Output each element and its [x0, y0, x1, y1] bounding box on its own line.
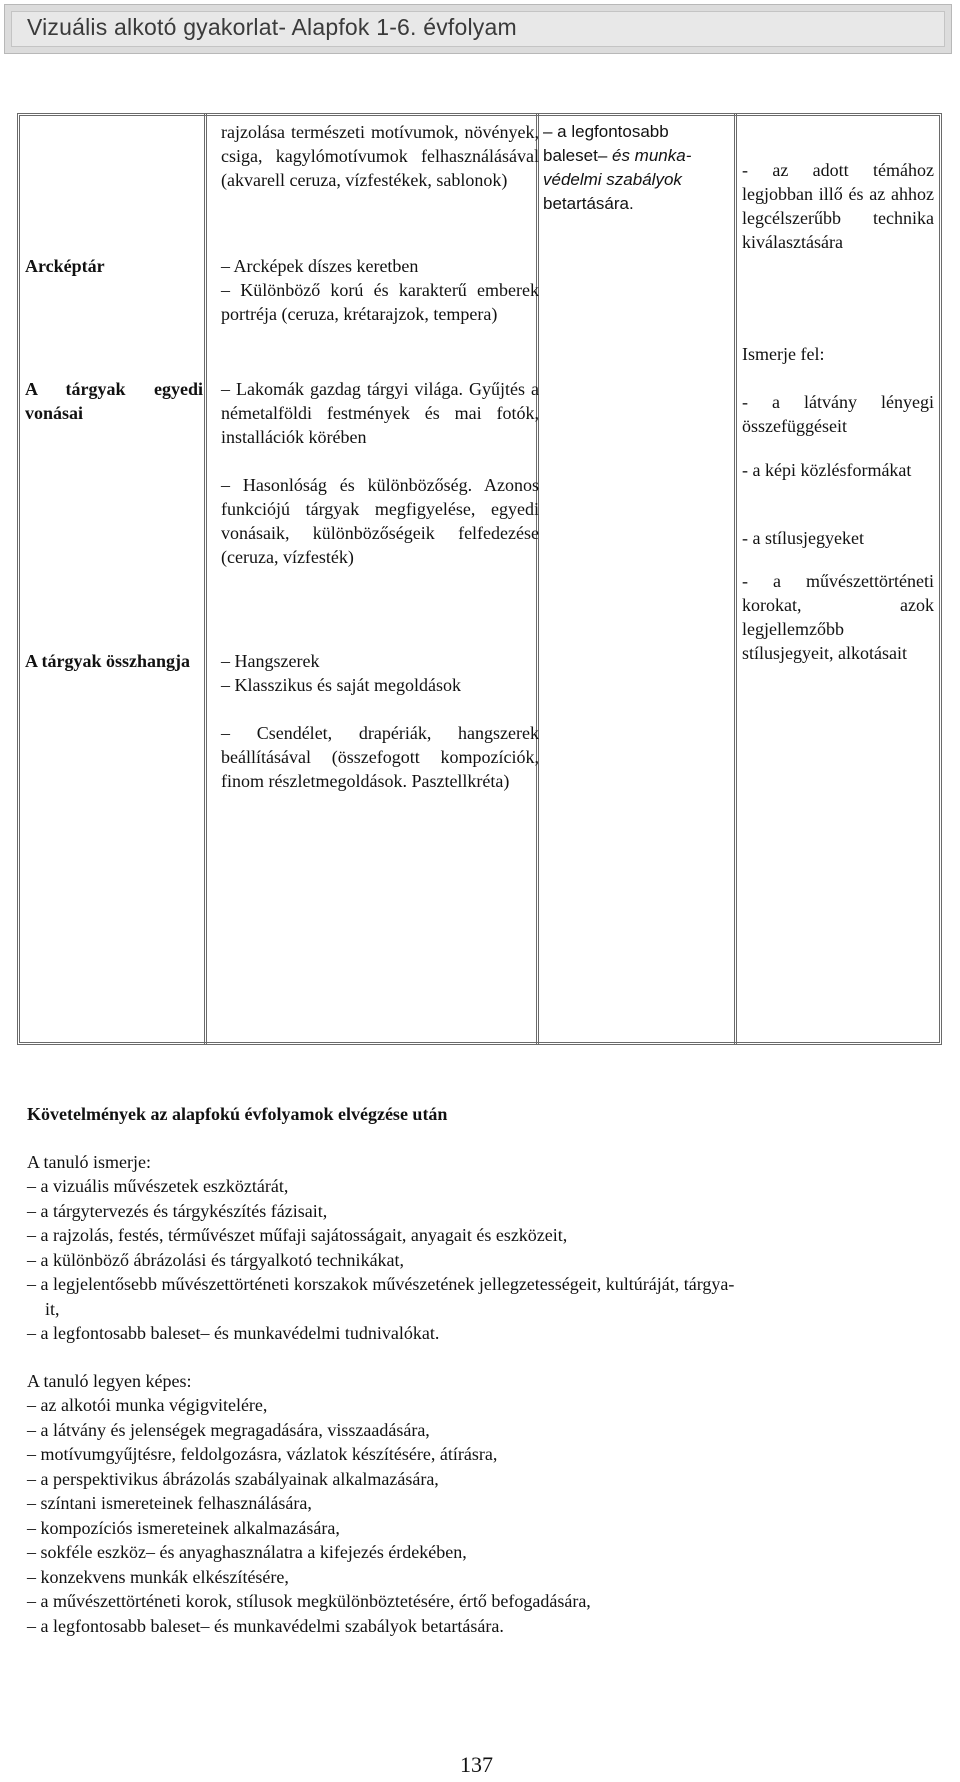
content-block-4-line-1: – Hangszerek — [221, 651, 320, 671]
know-item: – a tárgytervezés és tárgykészítés fázisait, — [27, 1200, 328, 1221]
know-item: – a legfontosabb baleset– és munkavédelmi tudnivalókat. — [27, 1323, 440, 1343]
able-item: – motívumgyűjtésre, feldolgozásra, vázlatok készítésére, átírásra, — [27, 1444, 498, 1464]
column-divider-1 — [204, 113, 207, 1045]
content-block-2-line-2: – Különböző korú és karakterű emberek portréja (ceruza, krétarajzok, tempera) — [221, 280, 539, 324]
know-item: – a vizuális művészetek eszköztárát, — [27, 1176, 289, 1196]
able-item: – a művészettörténeti korok, stílusok megkülönböztetésére, értő befogadására, — [27, 1591, 591, 1611]
safety-line-2a: baleset– — [543, 146, 608, 165]
content-block-3-line-2: – Hasonlóság és különbözőség. Azonos funkciójú tárgyak megfigyelése, egyedi vonásaik, különbözőségeik felfedezése (ceruza, vízfesték) — [221, 475, 539, 567]
topic-targyak-osszhangja: A tárgyak összhangja — [25, 651, 191, 671]
safety-line-2 — [543, 144, 753, 168]
know-item: – a legjelentősebb művészettörténeti korszakok művészetének jellegzetességeit, kultúráját, tárgya- — [27, 1274, 735, 1294]
safety-rule — [543, 120, 753, 216]
topic-arckeptar: Arcképtár — [25, 256, 105, 276]
column-divider-3 — [734, 113, 737, 1045]
page-number: 137 — [460, 1752, 493, 1777]
content-block-4-line-2: – Klasszikus és saját megoldások — [221, 675, 461, 695]
requirements-title: Követelmények az alapfokú évfolyamok elvégzése után — [27, 1104, 448, 1124]
able-intro: A tanuló legyen képes: — [27, 1370, 192, 1391]
safety-line-3: védelmi szabályok — [543, 170, 682, 189]
safety-line-4: betartására. — [543, 194, 634, 213]
goal-ismerje: Ismerje fel: — [742, 344, 825, 364]
able-item: – a legfontosabb baleset– és munkavédelmi szabályok betartására. — [27, 1615, 504, 1636]
curriculum-table — [17, 113, 942, 1045]
goal-item-2: - a képi közlésformákat — [742, 460, 912, 480]
column-divider-2 — [536, 113, 539, 1045]
goal-item-1: - a látvány lényegi összefüggéseit — [742, 392, 934, 436]
goal-technique: - az adott témához legjobban illő és az ahhoz legcélszerűbb technika kiválasztására — [742, 160, 934, 252]
content-block-3-line-1: – Lakomák gazdag tárgyi világa. Gyűjtés a németalföldi festmények és mai fotók, installációk körében — [221, 379, 539, 447]
goal-item-3: - a stílusjegyeket — [742, 528, 864, 548]
know-item: it, — [45, 1298, 60, 1319]
know-intro: A tanuló ismerje: — [27, 1151, 151, 1172]
safety-line-2b: és munka- — [607, 146, 692, 165]
able-item: – sokféle eszköz– és anyaghasználatra a kifejezés érdekében, — [27, 1542, 467, 1562]
topic-targyak-egyedi: A tárgyak egyedi vonásai — [25, 379, 203, 423]
able-item: – konzekvens munkák elkészítésére, — [27, 1566, 289, 1587]
content-block-1: rajzolása természeti motívumok, növények, csiga, kagylómotívumok felhasználásával (akvarell ceruza, vízfestékek, sablonok) — [221, 122, 539, 190]
able-item: – színtani ismereteinek felhasználására, — [27, 1493, 312, 1513]
able-item: – a perspektivikus ábrázolás szabályainak alkalmazására, — [27, 1468, 439, 1489]
header-bar — [4, 4, 952, 54]
requirements-section — [27, 1102, 932, 1638]
know-item: – a rajzolás, festés, térművészet műfaji sajátosságait, anyagait és eszközeit, — [27, 1225, 568, 1245]
safety-line-1: – a legfontosabb — [543, 122, 669, 141]
able-item: – a látvány és jelenségek megragadására, visszaadására, — [27, 1419, 430, 1440]
page-title: Vizuális alkotó gyakorlat- Alapfok 1-6. évfolyam — [27, 14, 517, 40]
know-item: – a különböző ábrázolási és tárgyalkotó technikákat, — [27, 1249, 405, 1270]
able-item: – az alkotói munka végigvitelére, — [27, 1395, 268, 1415]
content-block-2-line-1: – Arcképek díszes keretben — [221, 256, 419, 276]
able-item: – kompozíciós ismereteinek alkalmazására, — [27, 1517, 340, 1538]
content-block-4-line-3: – Csendélet, drapériák, hangszerek beállításával (összefogott kompozíciók, finom részletmegoldások. Pasztellkréta) — [221, 723, 539, 791]
goal-item-4: - a művészettörténeti korokat, azok legjellemzőbb stílusjegyeit, alkotásait — [742, 571, 934, 663]
